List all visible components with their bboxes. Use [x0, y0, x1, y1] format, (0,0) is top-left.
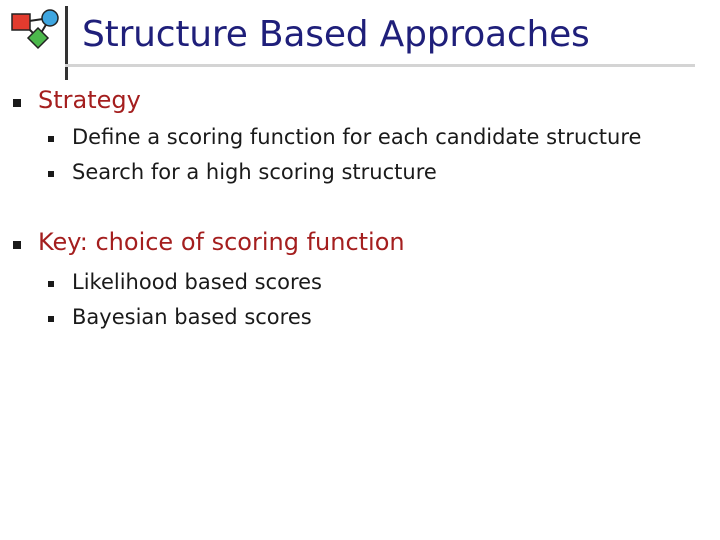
graph-logo-icon [8, 8, 70, 60]
slide-title: Structure Based Approaches [82, 14, 590, 55]
bullet-marker [13, 241, 21, 249]
sub-bullet-marker [48, 281, 54, 287]
list-item: Search for a high scoring structure [72, 160, 437, 184]
title-divider-vertical [65, 6, 68, 80]
list-item: Likelihood based scores [72, 270, 322, 294]
bullet-marker [13, 99, 21, 107]
list-item: Bayesian based scores [72, 305, 312, 329]
title-divider-horizontal [65, 64, 695, 67]
sub-bullet-marker [48, 316, 54, 322]
section-heading: Strategy [38, 86, 141, 114]
section-heading: Key: choice of scoring function [38, 228, 405, 256]
sub-bullet-marker [48, 171, 54, 177]
sub-bullet-marker [48, 136, 54, 142]
list-item: Define a scoring function for each candidate structure [72, 125, 642, 149]
